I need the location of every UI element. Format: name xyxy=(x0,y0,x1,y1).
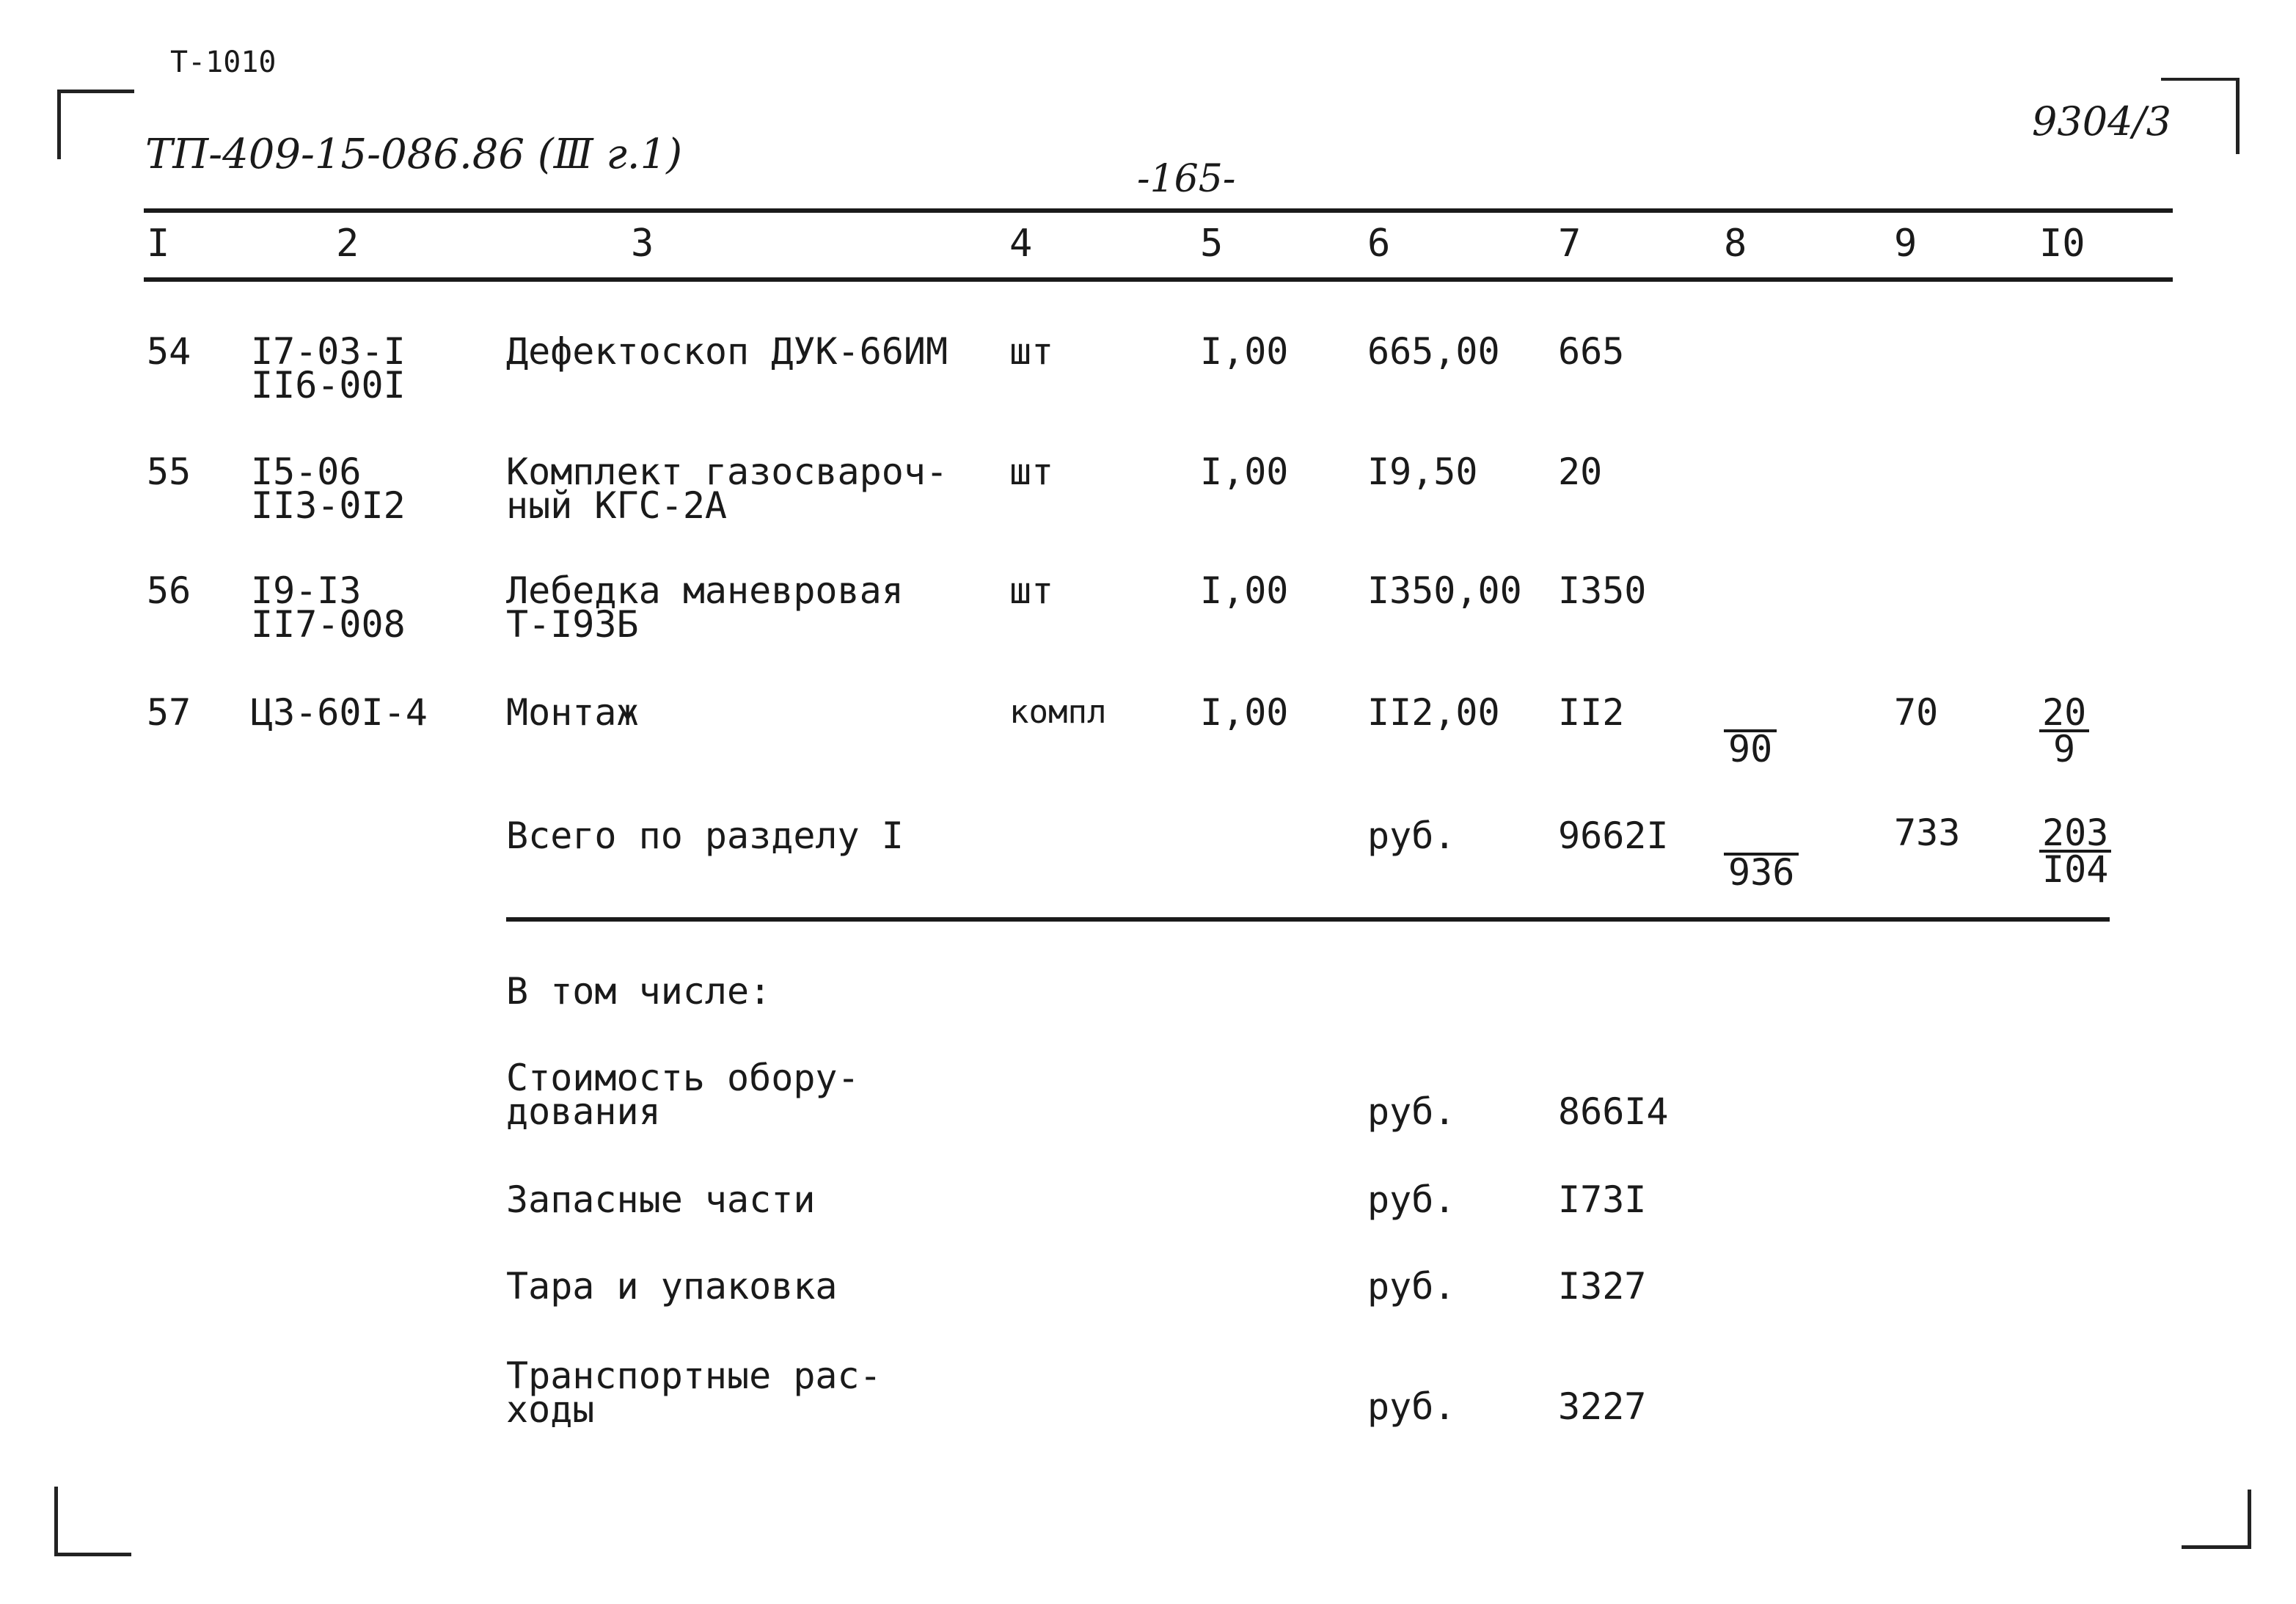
section-total-column-10-fraction xyxy=(2039,812,2111,891)
column-header-1: I xyxy=(147,222,170,266)
section-total-label: Всего по разделу I xyxy=(506,814,904,857)
section-total-column-10-denominator: I04 xyxy=(2042,848,2109,891)
header-top-rule xyxy=(144,208,2173,213)
quantity: I,00 xyxy=(1200,691,1289,734)
unit-price: I9,50 xyxy=(1367,451,1478,493)
column-header-3: 3 xyxy=(631,222,654,266)
breakdown-value: 3227 xyxy=(1558,1385,1647,1428)
section-total-rule xyxy=(506,917,2110,922)
item-name: Комплект газосвароч- xyxy=(506,451,948,493)
unit-price: II2,00 xyxy=(1367,691,1500,734)
column-header-2: 2 xyxy=(336,222,359,266)
price-code-sub: II3-0I2 xyxy=(251,484,406,527)
column-header-5: 5 xyxy=(1200,222,1224,266)
section-total-value: 9662I xyxy=(1558,814,1669,857)
section-total-column-10-numerator: 203 xyxy=(2039,816,2111,853)
column-8-value-text: 90 xyxy=(1728,728,1773,770)
unit-price: I350,00 xyxy=(1367,569,1522,612)
project-number: ТП-409-15-086.86 (Ⅲ г.1) xyxy=(145,131,683,178)
section-total-column-9: 733 xyxy=(1894,812,1961,854)
quantity: I,00 xyxy=(1200,569,1289,612)
item-name: Дефектоскоп ДУК-66ИМ xyxy=(506,330,948,373)
total-cost: 20 xyxy=(1558,451,1603,493)
total-cost: 665 xyxy=(1558,330,1625,373)
price-code: I7-03-I xyxy=(251,330,406,373)
item-name: Монтаж xyxy=(506,691,639,734)
row-number: 57 xyxy=(147,691,191,734)
price-code-sub: II6-00I xyxy=(251,364,406,407)
document-code: Т-1010 xyxy=(170,45,277,79)
breakdown-value: I327 xyxy=(1558,1265,1647,1308)
unit: компл xyxy=(1009,693,1107,731)
sheet-reference: 9304/3 xyxy=(2032,98,2171,145)
item-name-cont: ный КГС-2А xyxy=(506,484,728,527)
quantity: I,00 xyxy=(1200,451,1289,493)
column-header-6: 6 xyxy=(1367,222,1391,266)
price-code-sub: II7-008 xyxy=(251,603,406,646)
breakdown-label-cont: дования xyxy=(506,1090,661,1133)
breakdown-label-cont: ходы xyxy=(506,1388,595,1431)
column-10-denominator: 9 xyxy=(2053,728,2076,770)
corner-mark-top-right xyxy=(2161,78,2240,154)
section-total-column-8 xyxy=(1724,851,1799,894)
quantity: I,00 xyxy=(1200,330,1289,373)
page-number: -165- xyxy=(1137,157,1236,201)
breakdown-label: Транспортные рас- xyxy=(506,1355,882,1397)
corner-mark-top-left xyxy=(57,90,134,159)
column-header-7: 7 xyxy=(1558,222,1582,266)
breakdown-unit: руб. xyxy=(1367,1265,1456,1308)
total-cost: II2 xyxy=(1558,691,1625,734)
breakdown-value: I73I xyxy=(1558,1178,1647,1221)
item-name: Лебедка маневровая xyxy=(506,569,904,612)
column-10-numerator: 20 xyxy=(2039,696,2089,732)
unit: шт xyxy=(1009,451,1054,493)
corner-mark-bottom-right xyxy=(2182,1490,2251,1549)
header-bottom-rule xyxy=(144,277,2173,282)
column-8-value xyxy=(1724,728,1777,770)
price-code: Ц3-60I-4 xyxy=(251,691,428,734)
price-code: I5-06 xyxy=(251,451,362,493)
column-10-fraction xyxy=(2039,691,2089,770)
breakdown-label: Запасные части xyxy=(506,1178,816,1221)
unit: шт xyxy=(1009,569,1054,612)
breakdown-unit: руб. xyxy=(1367,1385,1456,1428)
section-total-unit: руб. xyxy=(1367,814,1456,857)
corner-mark-bottom-left xyxy=(54,1487,131,1556)
column-header-8: 8 xyxy=(1724,222,1747,266)
breakdown-value: 866I4 xyxy=(1558,1090,1669,1133)
breakdown-unit: руб. xyxy=(1367,1090,1456,1133)
column-header-4: 4 xyxy=(1009,222,1033,266)
breakdown-label: Стоимость обору- xyxy=(506,1057,860,1099)
breakdown-label: Тара и упаковка xyxy=(506,1265,838,1308)
unit: шт xyxy=(1009,330,1054,373)
unit-price: 665,00 xyxy=(1367,330,1500,373)
row-number: 56 xyxy=(147,569,191,612)
column-header-10: I0 xyxy=(2039,222,2085,266)
including-label: В том числе: xyxy=(506,970,772,1013)
column-header-9: 9 xyxy=(1894,222,1917,266)
row-number: 55 xyxy=(147,451,191,493)
breakdown-unit: руб. xyxy=(1367,1178,1456,1221)
column-9-value: 70 xyxy=(1894,691,1939,734)
item-name-cont: Т-I93Б xyxy=(506,603,639,646)
row-number: 54 xyxy=(147,330,191,373)
section-total-column-8-text: 936 xyxy=(1728,851,1795,894)
price-code: I9-I3 xyxy=(251,569,362,612)
total-cost: I350 xyxy=(1558,569,1647,612)
